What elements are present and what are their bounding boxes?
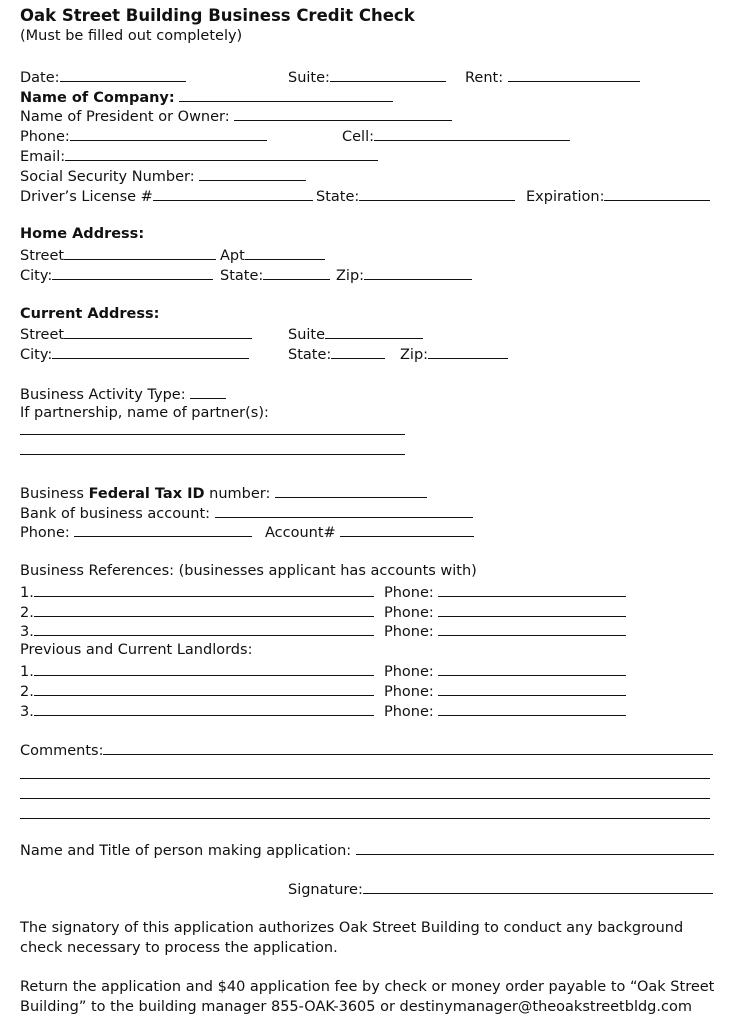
ssn-row [20, 166, 306, 186]
comments-row [20, 740, 713, 760]
suite-field[interactable] [330, 67, 446, 82]
cell-label: Cell: [342, 129, 374, 145]
activity-type-field[interactable] [190, 384, 226, 399]
home-zip-field[interactable] [364, 265, 472, 280]
rent-label: Rent: [465, 70, 504, 86]
landlord-1-phone-field[interactable] [438, 661, 626, 676]
company-field[interactable] [179, 87, 393, 102]
comments-field[interactable] [103, 740, 713, 755]
tax-id-field[interactable] [275, 483, 427, 498]
current-address-heading: Current Address: [20, 306, 160, 322]
signature-label: Signature: [288, 882, 363, 898]
account-field[interactable] [340, 522, 474, 537]
current-state-label: State: [288, 347, 332, 363]
landlords-heading: Previous and Current Landlords: [20, 642, 253, 658]
bank-field[interactable] [215, 503, 473, 518]
current-city-row [20, 344, 720, 364]
references-heading: Business References: (businesses applicant has accounts with) [20, 563, 477, 579]
date-label: Date: [20, 70, 60, 86]
current-street-field[interactable] [64, 324, 252, 339]
rent-field[interactable] [508, 67, 640, 82]
signature-row [288, 879, 713, 899]
license-field[interactable] [153, 186, 313, 201]
comments-label: Comments: [20, 743, 104, 759]
current-zip-field[interactable] [428, 344, 508, 359]
current-suite-field[interactable] [325, 324, 423, 339]
president-row [20, 106, 452, 126]
home-state-field[interactable] [263, 265, 330, 280]
reference-row: 3. Phone: [20, 621, 720, 641]
cell-field[interactable] [374, 126, 570, 141]
president-label: Name of President or Owner: [20, 109, 230, 125]
activity-type-label: Business Activity Type: [20, 387, 186, 403]
business-phone-row [20, 522, 720, 542]
comments-line-4[interactable] [20, 818, 710, 819]
phone-label: Phone: [20, 129, 70, 145]
home-zip-label: Zip: [336, 268, 365, 284]
landlord-3-phone-field[interactable] [438, 701, 626, 716]
reference-2-field[interactable] [34, 602, 374, 617]
landlord-row: 3. Phone: [20, 701, 720, 721]
applicant-name-field[interactable] [356, 840, 714, 855]
home-city-row [20, 265, 720, 285]
current-street-label: Street [20, 327, 65, 343]
form-subtitle: (Must be filled out completely) [20, 28, 243, 44]
applicant-name-label: Name and Title of person making application: [20, 843, 352, 859]
suite-label: Suite: [288, 70, 330, 86]
comments-line-3[interactable] [20, 798, 710, 799]
company-label: Name of Company: [20, 90, 175, 106]
home-city-label: City: [20, 268, 53, 284]
email-label: Email: [20, 149, 66, 165]
license-label: Driver’s License # [20, 189, 153, 205]
partners-label: If partnership, name of partner(s): [20, 405, 269, 421]
home-state-label: State: [220, 268, 264, 284]
tax-id-prefix: Business [20, 486, 84, 502]
home-street-label: Street [20, 248, 65, 264]
license-row [20, 186, 720, 206]
ssn-field[interactable] [199, 166, 306, 181]
reference-2-phone-field[interactable] [438, 602, 626, 617]
landlord-row: 2. Phone: [20, 681, 720, 701]
date-field[interactable] [60, 67, 186, 82]
activity-type-row [20, 384, 226, 404]
landlord-1-field[interactable] [34, 661, 374, 676]
current-state-field[interactable] [331, 344, 385, 359]
tax-id-suffix: number: [209, 486, 271, 502]
signature-field[interactable] [363, 879, 713, 894]
reference-1-phone-field[interactable] [438, 582, 626, 597]
account-label: Account# [265, 525, 336, 541]
bank-row [20, 503, 473, 523]
current-zip-label: Zip: [400, 347, 429, 363]
landlord-2-field[interactable] [34, 681, 374, 696]
home-street-row [20, 245, 720, 265]
reference-3-phone-field[interactable] [438, 621, 626, 636]
reference-row: 1. Phone: [20, 582, 720, 602]
landlord-3-field[interactable] [34, 701, 374, 716]
home-apt-label: Apt [220, 248, 245, 264]
license-state-label: State: [316, 189, 360, 205]
reference-1-field[interactable] [34, 582, 374, 597]
expiration-label: Expiration: [526, 189, 605, 205]
president-field[interactable] [234, 106, 452, 121]
business-phone-field[interactable] [74, 522, 252, 537]
email-field[interactable] [65, 146, 378, 161]
partner-line-2[interactable] [20, 454, 405, 455]
home-street-field[interactable] [64, 245, 216, 260]
current-city-field[interactable] [52, 344, 249, 359]
bank-label: Bank of business account: [20, 506, 211, 522]
applicant-name-row [20, 840, 714, 860]
date-suite-rent-row [20, 67, 720, 87]
landlord-2-phone-field[interactable] [438, 681, 626, 696]
comments-line-2[interactable] [20, 778, 710, 779]
home-address-heading: Home Address: [20, 226, 145, 242]
tax-id-bold-label: Federal Tax ID [88, 486, 205, 502]
landlord-row: 1. Phone: [20, 661, 720, 681]
ssn-label: Social Security Number: [20, 169, 195, 185]
reference-3-field[interactable] [34, 621, 374, 636]
reference-row: 2. Phone: [20, 602, 720, 622]
partner-line-1[interactable] [20, 434, 405, 435]
license-state-field[interactable] [359, 186, 515, 201]
home-apt-field[interactable] [245, 245, 325, 260]
current-city-label: City: [20, 347, 53, 363]
home-city-field[interactable] [52, 265, 213, 280]
current-street-row [20, 324, 720, 344]
return-instructions-text: Return the application and $40 application fee by check or money order payable to “Oak Street Building” to the building manager 855-OAK-3605 or destinymanager@theoakstreetbldg.com [20, 979, 715, 1015]
email-row [20, 146, 378, 166]
company-row [20, 87, 393, 107]
authorization-text: The signatory of this application authorizes Oak Street Building to conduct any background check necessary to process the application. [20, 920, 684, 956]
form-title: Oak Street Building Business Credit Check [20, 6, 415, 25]
phone-cell-row [20, 126, 720, 146]
phone-field[interactable] [70, 126, 267, 141]
tax-id-row [20, 483, 427, 503]
current-suite-label: Suite [288, 327, 326, 343]
business-phone-label: Phone: [20, 525, 70, 541]
expiration-field[interactable] [604, 186, 710, 201]
